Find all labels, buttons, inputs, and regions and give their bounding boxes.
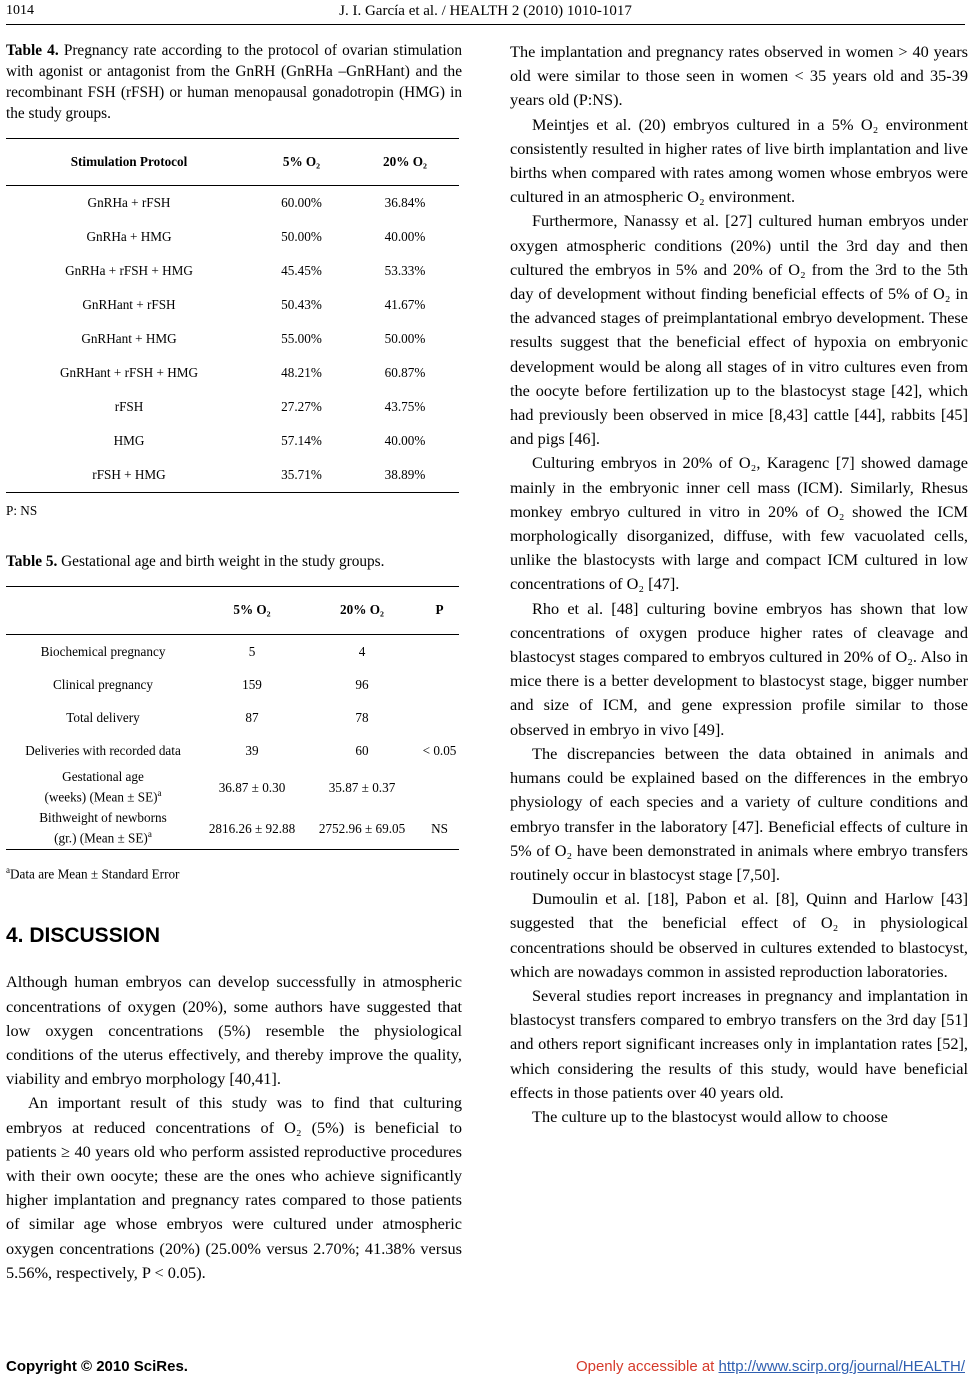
table5-cell-5o2: 5 (248, 643, 256, 659)
journal-link[interactable]: http://www.scirp.org/journal/HEALTH/ (718, 1358, 965, 1375)
table4-cell-20o2: 43.75% (384, 399, 426, 415)
table4-row (6, 186, 459, 221)
table5-col-blank (6, 587, 200, 634)
body-paragraph: The culture up to the blastocyst would allow to choose (532, 1106, 888, 1126)
body-paragraph: Culturing embryos in 20% of O₂, Karagenc [7] showed damage mainly in the embryonic inner cell mass (ICM). Similarly, Rhesus monkey embryo cultured in vitro in 20% of O₂ showed the ICM morphologically disorganized, diffuse, with few vacuolated cells, unlike the blastocysts with large and compact ICM cultured in low concentrations of O₂ [47]. (510, 453, 968, 594)
table5-cell-p: < 0.05 (422, 742, 457, 758)
table5-cell-label: Biochemical pregnancy (40, 643, 166, 659)
discussion-paragraph: An important result of this study was to find that culturing embryos at reduced concentrations of O₂ (5%) is beneficial to patients ≥ 40 years old who perform assisted reproductive procedures with their own oocyte; these are the ones who achieve significantly higher implantation and pregnancy rates compared to those patients of similar age whose embryos were cultured under atmospheric oxygen concentrations (20%) (25.00% versus 2.70%; 41.38% versus 5.56%, respectively, P < 0.05). (6, 1093, 462, 1282)
table5-row (6, 634, 459, 668)
open-access-text: Openly accessible at (575, 1358, 719, 1375)
table5-cell-20o2: 4 (358, 643, 366, 659)
table5-cell-5o2: 87 (245, 709, 259, 725)
table5-row (6, 668, 459, 701)
table5-label: Table 5. (6, 553, 58, 571)
table4-note: P: NS (6, 503, 38, 519)
table5-cell-5o2: 39 (245, 742, 259, 758)
bw-label-line1: Bithweight of newborns (39, 810, 167, 826)
table5-caption (6, 551, 462, 572)
table5-cell-20o2: 78 (355, 709, 369, 725)
table4-cell-protocol: HMG (113, 433, 145, 449)
table4-caption (6, 40, 462, 124)
table5-cell-20o2: 60 (355, 742, 369, 758)
body-paragraph: Furthermore, Nanassy et al. [27] cultured human embryos under oxygen atmospheric conditions (20%) until the 3rd day and then cultured the embryos in 5% and 20% of O₂ from the 3rd to the 5th day of development without finding beneficial effects of 5% of O₂ in the advanced stages of preimplantational embryo development. These results suggest that the beneficial effect of hypoxia on embryonic development would be along all stages of in vitro cultures even from the oocyte before fertilization up to the blastocyst stage [42], which had previously been observed in mice [8,43] cattle [44], rabbits [45] and pigs [46]. (510, 211, 968, 449)
body-paragraph: Several studies report increases in pregnancy and implantation in blastocyst transfers compared to embryo transfers on the 3rd day [51] and others report significant increases only in implantation rates [52], which considering the results of this study, would have beneficial effects in those patients over 40 years old. (510, 985, 968, 1102)
table5-body (6, 634, 459, 849)
table4-row (6, 356, 459, 390)
table4 (6, 138, 459, 493)
table4-cell-5o2: 50.43% (281, 297, 322, 313)
table4-cell-protocol: GnRHa + HMG (86, 229, 172, 245)
ga-footnote-marker: a (157, 788, 162, 799)
right-column (510, 40, 968, 1129)
table5 (6, 586, 459, 849)
table5-cell-p (420, 701, 459, 734)
table5-cell-label (6, 767, 200, 808)
table4-cell-protocol: rFSH + HMG (6, 458, 252, 493)
table4-col-protocol: Stimulation Protocol (6, 139, 252, 186)
table4-cell-protocol: rFSH (114, 399, 144, 415)
table4-row (6, 322, 459, 356)
table4-cell-20o2: 41.67% (384, 297, 426, 313)
table4-cell-5o2: 60.00% (281, 195, 322, 211)
table5-cell-label: Clinical pregnancy (53, 676, 153, 692)
body-paragraph: The discrepancies between the data obtained in animals and humans could be explained based on the differences in the embryo physiology of each species and a variety of culture conditions and embryo transfer in the laboratory [47]. Beneficial effects of culture in 5% of O₂ have been demonstrated in animals where embryo transfers routinely occur in blastocyst stage [7,50]. (510, 743, 968, 884)
table4-cell-protocol: GnRHa + rFSH (87, 195, 171, 211)
ga-label-line1: Gestational age (62, 769, 144, 785)
table4-row (6, 254, 459, 288)
body-paragraph: Dumoulin et al. [18], Pabon et al. [8], Quinn and Harlow [43] suggested that the beneficial effect of O₂ in physiological concentrations should be observed in cultures extended to blastocyst, which are nowadays common in assisted reproduction laboratories. (510, 889, 968, 981)
table5-col-5o2: 5% O₂ (200, 587, 304, 634)
table4-cell-20o2: 60.87% (384, 365, 426, 381)
table4-cell-5o2: 48.21% (281, 365, 322, 381)
table5-note-marker: a (6, 864, 10, 875)
left-column (6, 40, 462, 1285)
bw-footnote-marker: a (147, 829, 152, 840)
table4-cell-20o2: 40.00% (384, 433, 426, 449)
table4-cell-20o2: 53.33% (384, 263, 426, 279)
table4-cell-20o2: 36.84% (384, 195, 426, 211)
table5-note (6, 858, 462, 887)
table5-col-p: P (420, 587, 459, 634)
table4-label: Table 4. (6, 42, 59, 59)
table4-cell-20o2: 50.00% (384, 331, 426, 347)
table4-col-20o2: 20% O₂ (351, 139, 459, 186)
header-divider (6, 24, 965, 25)
table5-cell-p: NS (420, 808, 459, 850)
table5-row (6, 734, 459, 767)
table4-header-row (6, 139, 459, 186)
table5-col-20o2: 20% O₂ (304, 587, 420, 634)
section-heading: 4. DISCUSSION (6, 924, 161, 948)
table4-cell-5o2: 27.27% (281, 399, 322, 415)
body-paragraph: Meintjes et al. (20) embryos cultured in a 5% O₂ environment consistently resulted in higher rates of live birth implantation and live births when compared with rates among women whose embryos were cultured in an atmospheric O₂ environment. (510, 114, 968, 207)
running-head: J. I. García et al. / HEALTH 2 (2010) 1010-1017 (339, 3, 632, 19)
table5-cell-p (420, 634, 459, 668)
body-paragraph: Rho et al. [48] culturing bovine embryos has shown that low concentrations of oxygen produce higher rates of cleavage and blastocyst stages compared to embryos cultured in 20% of O₂. Also in mice there is a better development to blastocyst stage, bigger number and size of ICM, and gene expression profile similar to those observed in embryo in vivo [49]. (510, 598, 968, 739)
table4-cell-5o2: 55.00% (281, 331, 322, 347)
discussion-paragraph: Although human embryos can develop successfully in atmospheric concentrations of oxygen (20%), some authors have suggested that low oxygen concentrations (5%) resemble the physiological conditions of the uterus effectively, and thereby improve the quality, viability and embryo morphology [40,41]. (6, 972, 462, 1089)
table4-cell-protocol: GnRHa + rFSH + HMG (65, 263, 193, 279)
table5-row-gestational-age (6, 767, 459, 808)
table5-cell-label: Deliveries with recorded data (25, 742, 181, 758)
table4-row (6, 458, 459, 493)
table5-cell-5o2: 36.87 ± 0.30 (218, 779, 286, 795)
table4-cell-20o2: 40.00% (384, 229, 426, 245)
table5-cell-p (420, 767, 459, 808)
table4-col-5o2: 5% O₂ (252, 139, 351, 186)
table4-cell-5o2: 57.14% (281, 433, 322, 449)
bw-label-line2: (gr.) (Mean ± SE) (54, 830, 148, 846)
table4-body (6, 186, 459, 493)
table4-cell-5o2: 50.00% (281, 229, 322, 245)
table4-cell-20o2: 38.89% (351, 458, 459, 493)
table4-cell-protocol: GnRHant + rFSH (82, 297, 176, 313)
table5-header-row (6, 587, 459, 634)
table5-cell-5o2: 2816.26 ± 92.88 (200, 808, 304, 850)
table4-row (6, 220, 459, 254)
page-number: 1014 (6, 3, 34, 18)
table4-row (6, 424, 459, 458)
copyright-notice: Copyright © 2010 SciRes. (6, 1358, 188, 1375)
page-header (0, 0, 971, 26)
table5-cell-label: Total delivery (66, 709, 140, 725)
table4-row (6, 288, 459, 322)
table4-caption-text: Pregnancy rate according to the protocol of ovarian stimulation with agonist or antagonist from the GnRH (GnRHa –GnRHant) and the recombinant FSH (rFSH) or human menopausal gonadotropin (HMG) in the study groups. (6, 42, 462, 122)
table4-cell-protocol: GnRHant + HMG (81, 331, 177, 347)
table4-cell-5o2: 45.45% (281, 263, 322, 279)
table5-cell-20o2: 35.87 ± 0.37 (328, 779, 396, 795)
table5-cell-p (420, 668, 459, 701)
body-paragraph: The implantation and pregnancy rates observed in women > 40 years old were similar to those seen in women < 35 years old and 35-39 years old (P:NS). (510, 42, 968, 110)
table5-cell-20o2: 96 (355, 676, 369, 692)
table4-cell-5o2: 35.71% (252, 458, 351, 493)
table4-cell-protocol: GnRHant + rFSH + HMG (60, 365, 198, 381)
table5-cell-5o2: 159 (242, 676, 262, 692)
table4-row (6, 390, 459, 424)
table5-cell-label (6, 808, 200, 850)
table5-caption-text: Gestational age and birth weight in the study groups. (61, 553, 385, 571)
table5-cell-20o2: 2752.96 ± 69.05 (304, 808, 420, 850)
open-access-notice (576, 1358, 965, 1375)
table5-note-text: Data are Mean ± Standard Error (10, 866, 180, 881)
ga-label-line2: (weeks) (Mean ± SE) (44, 789, 158, 805)
table5-row (6, 701, 459, 734)
table5-row-birthweight (6, 808, 459, 850)
